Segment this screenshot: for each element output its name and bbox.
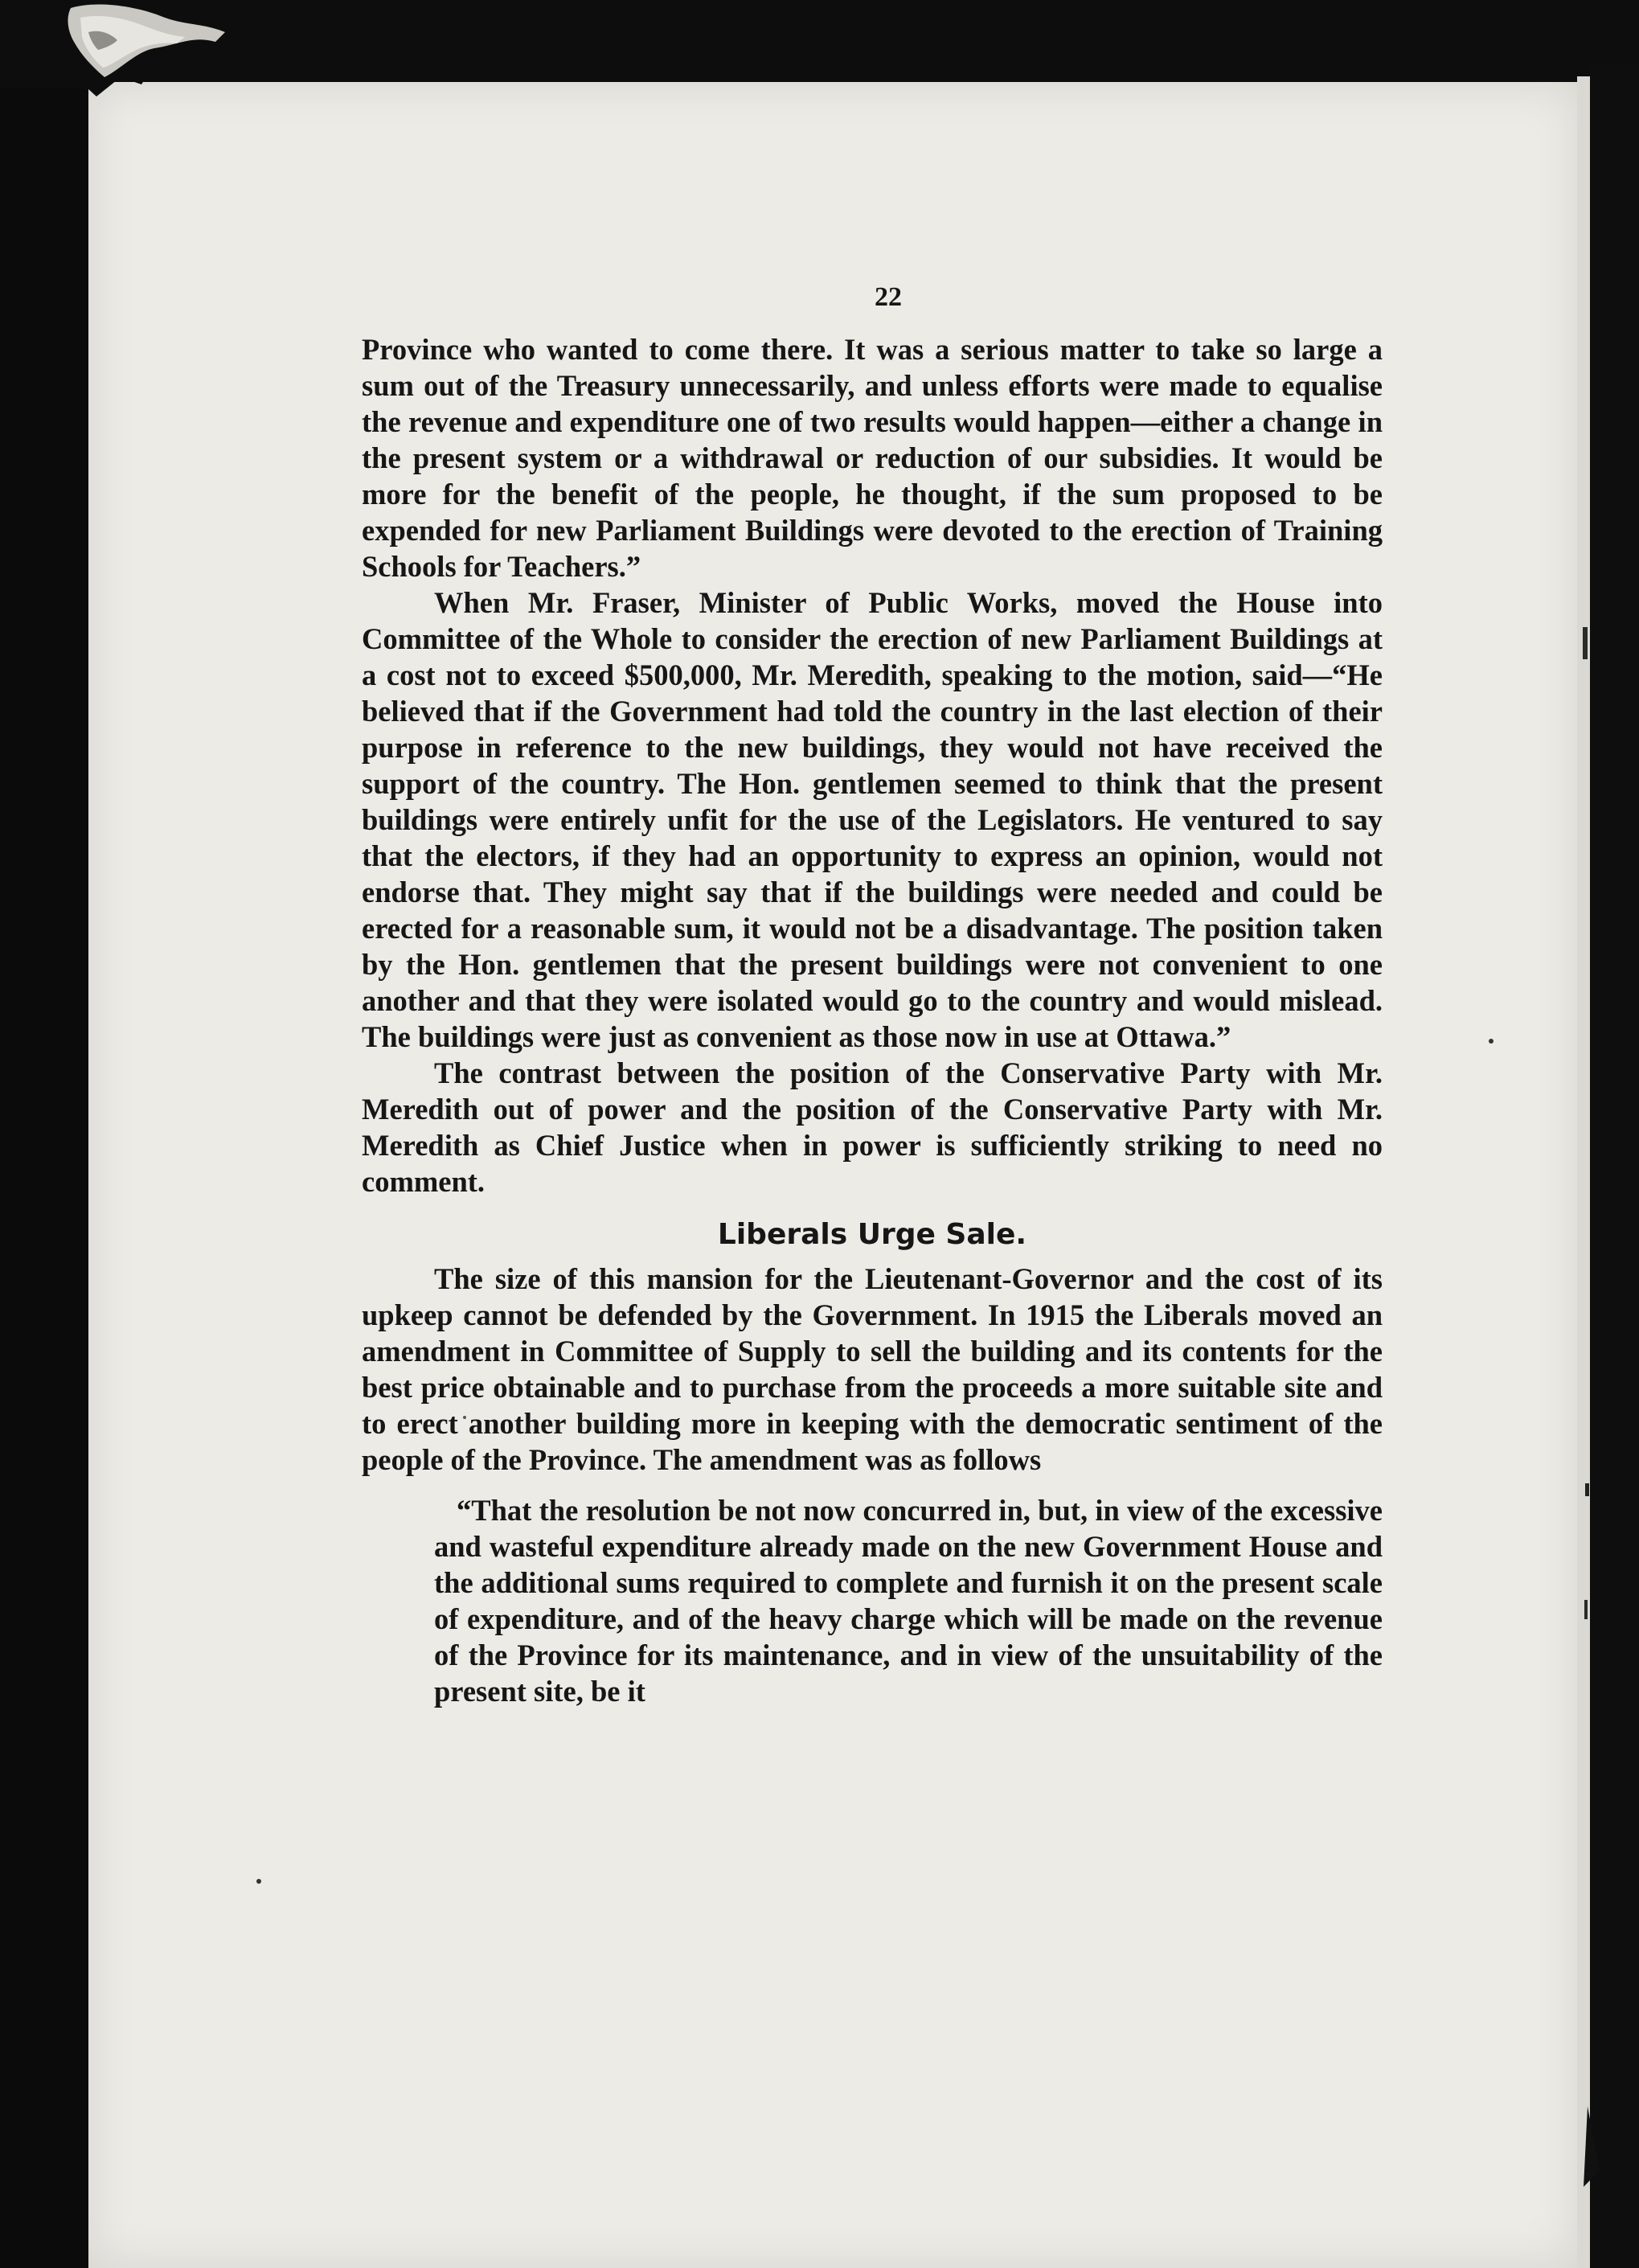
paragraph-contrast: The contrast between the position of the Conservative Party with Mr. Meredith out of power and the position of the Conservative Party with Mr. Meredith as Chief Justice when in power is sufficiently striking to need no comment. — [362, 1056, 1383, 1198]
paragraph-continued-quote: Province who wanted to come there. It was a serious matter to take so large a sum out of the Treasury unnecessarily, and unless efforts were made to equalise the revenue and expenditure one of two results would happen—either a change in the present system or a withdrawal or reduction of our subsidies. It would be more for the benefit of the people, he thought, if the sum proposed to be expended for new Parliament Buildings were devoted to the erection of Training Schools for Teachers.” — [362, 333, 1383, 583]
paragraph-fraser-motion: When Mr. Fraser, Minister of Public Works, moved the House into Committee of the Whole to consider the erection of new Parliament Buildings at a cost not to exceed $500,000, Mr. Meredith, speaking to the motion, said—“He believed that if the Government had told the country in the last election of their purpose in reference to the new buildings, they would not have received the support of the country. The Hon. gentlemen seemed to think that the present buildings were entirely unfit for the use of the Legislators. He ventured to say that the electors, if they had an opportunity to express an opinion, would not endorse that. They might say that if the buildings were needed and could be erected for a reasonable sum, it would not be a disadvantage. The position taken by the Hon. gentlemen that the present buildings were not convenient to one another and that they were isolated would go to the country and would mislead. The buildings were just as convenient as those now in use at Ottawa.” — [362, 586, 1383, 1053]
section-heading: Liberals Urge Sale. — [717, 1218, 1027, 1251]
text-block — [362, 273, 1383, 1709]
paragraph-mansion-size: The size of this mansion for the Lieutenant-Governor and the cost of its upkeep cannot be defended by the Government. In 1915 the Liberals moved an amendment in Committee of Supply to sell the building and its contents for the best price obtainable and to purchase from the proceeds a more suitable site and to erect another building more in keeping with the democratic sentiment of the people of the Province. The amendment was as follows — [362, 1262, 1383, 1476]
amendment-quote: “That the resolution be not now concurred in, but, in view of the excessive and wasteful expenditure already made on the new Government House and the additional sums required to complete and furnish it on the present scale of expenditure, and of the heavy charge which will be made on the revenue of the Province for its maintenance, and in view of the unsuitability of the present site, be it — [434, 1494, 1383, 1708]
page-number: 22 — [875, 282, 902, 312]
